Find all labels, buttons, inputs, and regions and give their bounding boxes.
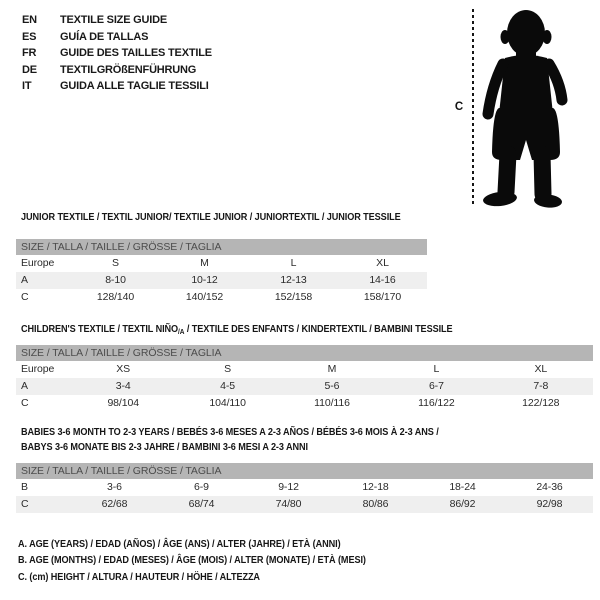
age-cell: 10-12 bbox=[191, 274, 218, 286]
children-table-title bbox=[21, 322, 453, 339]
language-row-it bbox=[22, 78, 212, 95]
height-measure-label: C bbox=[454, 101, 464, 113]
height-cell: 110/116 bbox=[314, 397, 350, 409]
children-size-table bbox=[16, 345, 593, 412]
row-label: C bbox=[21, 291, 29, 303]
language-title: TEXTILGRÖßENFÜHRUNG bbox=[60, 63, 197, 76]
table-row bbox=[16, 378, 593, 395]
age-cell: 24-36 bbox=[536, 481, 563, 493]
row-label: C bbox=[21, 397, 29, 409]
height-cell: 98/104 bbox=[107, 397, 139, 409]
size-cell: XL bbox=[534, 363, 548, 375]
row-label: Europe bbox=[21, 257, 55, 269]
size-cell: XL bbox=[376, 257, 389, 269]
row-label: A bbox=[21, 274, 28, 286]
children-title-subscript: /A bbox=[178, 327, 185, 336]
babies-size-table bbox=[16, 463, 593, 513]
height-measure-dashed-line bbox=[472, 9, 474, 207]
language-row-fr bbox=[22, 45, 212, 62]
row-label: A bbox=[21, 380, 28, 392]
babies-title-line2: BABYS 3-6 MONATE BIS 2-3 JAHRE / BAMBINI 3-6 MESI A 2-3 ANNI bbox=[21, 441, 308, 453]
language-title: GUIDE DES TAILLES TEXTILE bbox=[60, 47, 212, 60]
height-cell: 68/74 bbox=[188, 498, 215, 510]
age-cell: 6-9 bbox=[194, 481, 209, 493]
age-cell: 4-5 bbox=[220, 380, 236, 392]
row-label: C bbox=[21, 498, 29, 510]
row-label: B bbox=[21, 481, 28, 493]
babies-title-line1: BABIES 3-6 MONTH TO 2-3 YEARS / BEBÉS 3-6 MESES A 2-3 AÑOS / BÉBÉS 3-6 MOIS À 2-3 ANS / bbox=[21, 426, 439, 438]
children-title-pre: CHILDREN'S TEXTILE / TEXTIL NIÑO bbox=[21, 323, 179, 335]
height-cell: 74/80 bbox=[275, 498, 302, 510]
language-code: EN bbox=[22, 14, 37, 26]
table-row bbox=[16, 479, 593, 496]
junior-table-title: JUNIOR TEXTILE / TEXTIL JUNIOR/ TEXTILE JUNIOR / JUNIORTEXTIL / JUNIOR TESSILE bbox=[21, 211, 401, 223]
children-title-post: / TEXTILE DES ENFANTS / KINDERTEXTIL / BAMBINI TESSILE bbox=[184, 323, 453, 335]
row-label: Europe bbox=[21, 363, 55, 375]
height-cell: 80/86 bbox=[362, 498, 389, 510]
age-cell: 3-4 bbox=[115, 380, 131, 392]
height-cell: 158/170 bbox=[363, 291, 402, 303]
size-cell: L bbox=[433, 363, 440, 375]
table-row bbox=[16, 496, 593, 513]
table-row bbox=[16, 255, 427, 272]
babies-table-title bbox=[21, 425, 439, 455]
table-row bbox=[16, 361, 593, 378]
table-row bbox=[16, 289, 427, 306]
size-header-bar: SIZE / TALLA / TAILLE / GRÖSSE / TAGLIA bbox=[16, 239, 427, 255]
height-cell: 116/122 bbox=[418, 397, 455, 409]
size-cell: L bbox=[290, 257, 297, 269]
age-cell: 7-8 bbox=[533, 380, 549, 392]
language-code: IT bbox=[22, 80, 32, 93]
table-row bbox=[16, 395, 593, 412]
age-cell: 12-18 bbox=[362, 481, 389, 493]
footnote-b: B. AGE (MONTHS) / EDAD (MESES) / ÂGE (MOIS) / ALTER (MONATE) / ETÀ (MESI) bbox=[18, 554, 366, 567]
language-row-en bbox=[22, 12, 212, 29]
language-title: GUÍA DE TALLAS bbox=[60, 30, 149, 43]
height-cell: 92/98 bbox=[536, 498, 563, 510]
baby-silhouette-icon bbox=[480, 4, 572, 208]
footnote-legend bbox=[18, 536, 418, 585]
age-cell: 14-16 bbox=[369, 274, 396, 286]
height-cell: 122/128 bbox=[522, 397, 560, 409]
height-cell: 104/110 bbox=[209, 397, 246, 409]
language-code: DE bbox=[22, 63, 37, 76]
size-cell: M bbox=[327, 363, 337, 375]
age-cell: 18-24 bbox=[449, 481, 476, 493]
language-title: TEXTILE SIZE GUIDE bbox=[60, 14, 168, 26]
language-row-de bbox=[22, 62, 212, 79]
height-cell: 128/140 bbox=[96, 291, 135, 303]
language-code: FR bbox=[22, 47, 37, 60]
language-title: GUIDA ALLE TAGLIE TESSILI bbox=[60, 80, 209, 93]
age-cell: 3-6 bbox=[107, 481, 122, 493]
footnote-c: C. (cm) HEIGHT / ALTURA / HAUTEUR / HÖHE / ALTEZZA bbox=[18, 570, 260, 583]
language-title-list bbox=[22, 12, 212, 95]
age-cell: 6-7 bbox=[428, 380, 444, 392]
age-cell: 9-12 bbox=[278, 481, 299, 493]
height-cell: 62/68 bbox=[101, 498, 128, 510]
age-cell: 12-13 bbox=[280, 274, 307, 286]
size-cell: S bbox=[112, 257, 119, 269]
age-cell: 8-10 bbox=[105, 274, 126, 286]
size-header-bar: SIZE / TALLA / TAILLE / GRÖSSE / TAGLIA bbox=[16, 463, 593, 479]
size-cell: XS bbox=[116, 363, 131, 375]
table-row bbox=[16, 272, 427, 289]
size-cell: M bbox=[200, 257, 209, 269]
footnote-a: A. AGE (YEARS) / EDAD (AÑOS) / ÂGE (ANS) / ALTER (JAHRE) / ETÀ (ANNI) bbox=[18, 538, 341, 550]
language-row-es bbox=[22, 29, 212, 46]
size-cell: S bbox=[224, 363, 232, 375]
height-cell: 86/92 bbox=[449, 498, 476, 510]
height-cell: 152/158 bbox=[274, 291, 313, 303]
junior-size-table bbox=[16, 239, 427, 306]
size-header-bar: SIZE / TALLA / TAILLE / GRÖSSE / TAGLIA bbox=[16, 345, 593, 361]
age-cell: 5-6 bbox=[324, 380, 340, 392]
height-cell: 140/152 bbox=[185, 291, 224, 303]
language-code: ES bbox=[22, 30, 37, 43]
